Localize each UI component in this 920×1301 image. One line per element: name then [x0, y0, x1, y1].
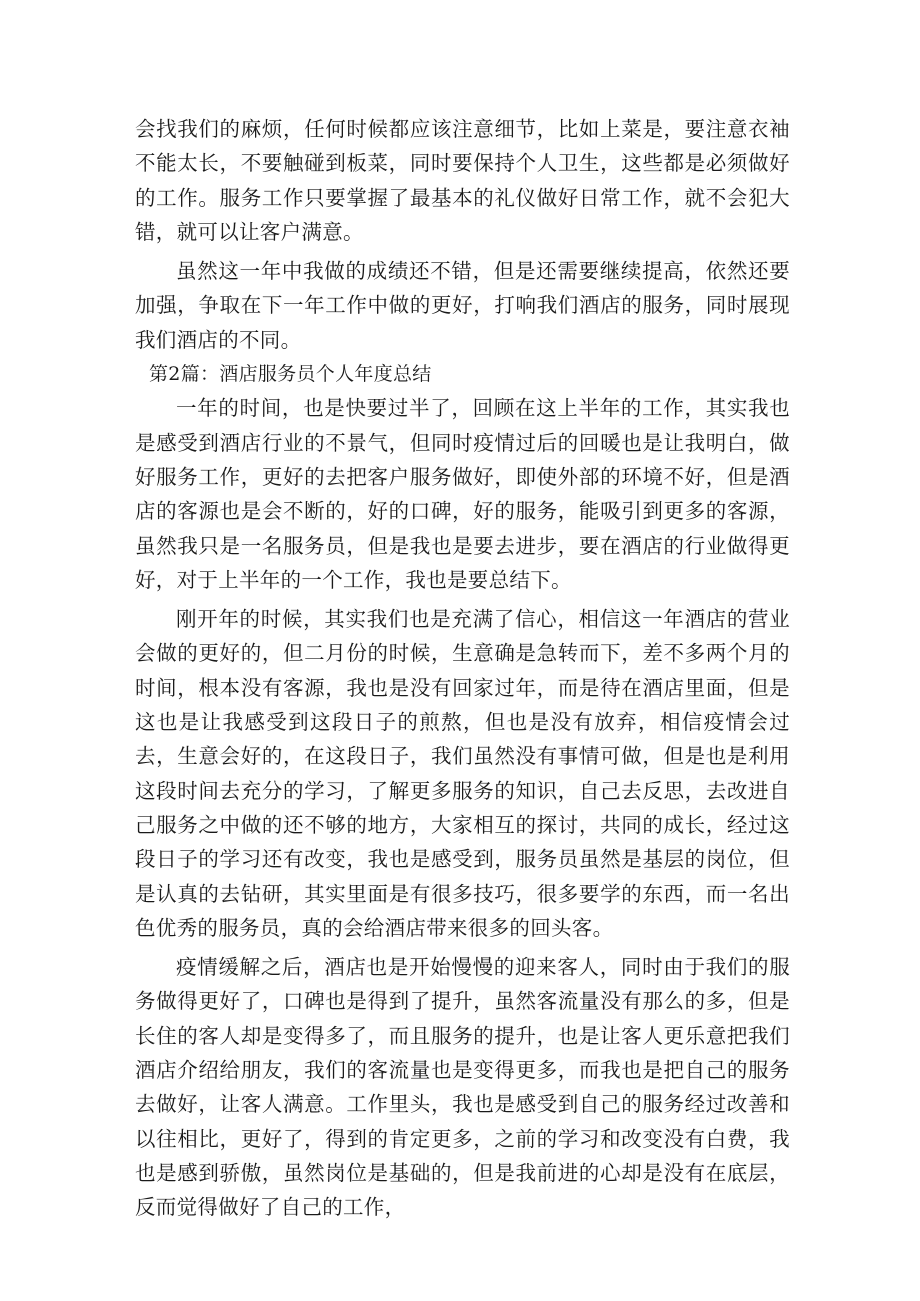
document-body [135, 112, 790, 1225]
paragraph-recovery: 疫情缓解之后，酒店也是开始慢慢的迎来客人，同时由于我们的服务做得更好了，口碑也是得到了提升，虽然客流量没有那么的多，但是长住的客人却是变得多了，而且服务的提升，也是让客人更乐意把我们酒店介绍给朋友，我们的客流量也是变得更多，而我也是把自己的服务去做好，让客人满意。工作里头，我也是感受到自己的服务经过改善和以往相比，更好了，得到的肯定更多，之前的学习和改变没有白费，我也是感到骄傲，虽然岗位是基础的，但是我前进的心却是没有在底层，反而觉得做好了自己的工作， [135, 955, 790, 1220]
paragraph-conclusion: 虽然这一年中我做的成绩还不错，但是还需要继续提高，依然还要加强，争取在下一年工作中做的更好，打响我们酒店的服务，同时展现我们酒店的不同。 [135, 259, 790, 352]
paragraph-early-year: 刚开年的时候，其实我们也是充满了信心，相信这一年酒店的营业会做的更好的，但二月份的时候，生意确是急转而下，差不多两个月的时间，根本没有客源，我也是没有回家过年，而是待在酒店里面，但是这也是让我感受到这段日子的煎熬，但也是没有放弃，相信疫情会过去，生意会好的，在这段日子，我们虽然没有事情可做，但是也是利用这段时间去充分的学习，了解更多服务的知识，自己去反思，去改进自己服务之中做的还不够的地方，大家相互的探讨，共同的成长，经过这段日子的学习还有改变，我也是感受到，服务员虽然是基层的岗位，但是认真的去钻研，其实里面是有很多技巧，很多要学的东西，而一名出色优秀的服务员，真的会给酒店带来很多的回头客。 [135, 607, 790, 940]
paragraph-intro: 一年的时间，也是快要过半了，回顾在这上半年的工作，其实我也是感受到酒店行业的不景气，但同时疫情过后的回暖也是让我明白，做好服务工作，更好的去把客户服务做好，即使外部的环境不好，但是酒店的客源也是会不断的，好的口碑，好的服务，能吸引到更多的客源，虽然我只是一名服务员，但是我也是要去进步，要在酒店的行业做得更好，对于上半年的一个工作，我也是要总结下。 [135, 396, 790, 592]
paragraph-continuation: 会找我们的麻烦，任何时候都应该注意细节，比如上菜是，要注意衣袖不能太长，不要触碰到板菜，同时要保持个人卫生，这些都是必须做好的工作。服务工作只要掌握了最基本的礼仪做好日常工作，就不会犯大错，就可以让客户满意。 [135, 117, 790, 244]
section-heading: 第2篇：酒店服务员个人年度总结 [149, 363, 432, 386]
